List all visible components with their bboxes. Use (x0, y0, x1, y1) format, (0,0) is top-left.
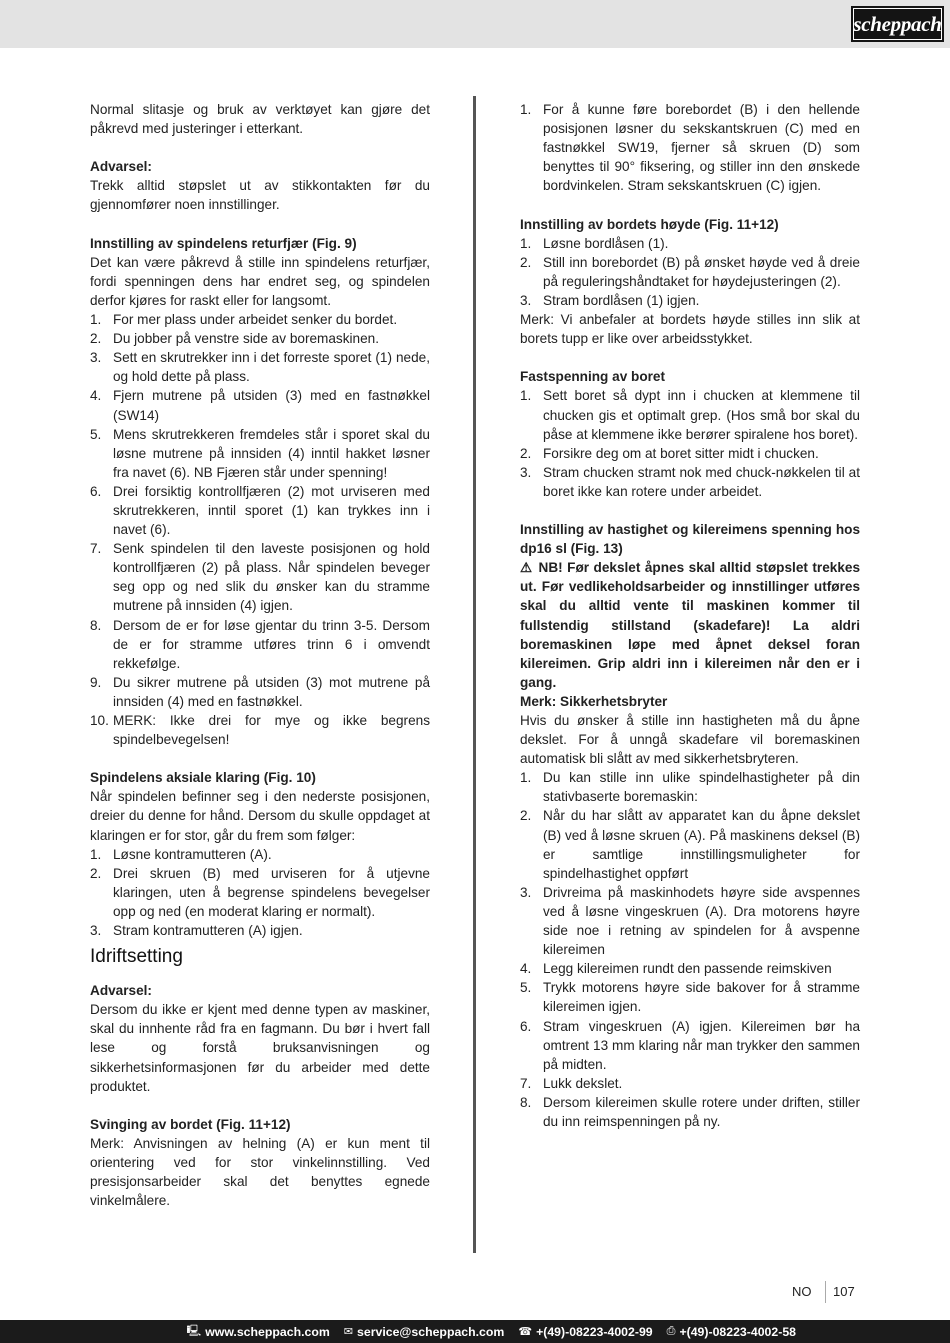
section-title: Spindelens aksiale klaring (Fig. 10) (90, 770, 316, 786)
left-column (90, 100, 430, 1210)
speed-steps-list (520, 768, 860, 1131)
list-item: 1. Løsne bordlåsen (1). (520, 235, 669, 251)
list-item: 10. MERK: Ikke drei for mye og ikke begrens spindelbevegelsen! (90, 713, 430, 748)
list-item: 8. Dersom kilereimen skulle rotere under driften, stiller du inn reimspenningen på ny. (520, 1094, 860, 1129)
warning-text: Trekk alltid støpslet ut av stikkontakten før du gjennomfører noen innstillinger. (90, 178, 430, 213)
list-item: 8. Dersom de er for løse gjentar du trinn 3-5. Dersom de er for stramme utføres trinn 6 i omvendt rekkefølge. (90, 617, 430, 671)
list-item: 7. Lukk dekslet. (520, 1075, 623, 1091)
website-contact[interactable]: 🖳 www.scheppach.com (187, 1322, 330, 1341)
list-item: 5. Trykk motorens høyre side bakover for å stramme kilereimen igjen. (520, 980, 860, 1015)
list-item: 1. Sett boret så dypt inn i chucken at klemmene til chucken gis et optimalt grep. (Hos små bor skal du påse at klemmene ikke berører spiralene hos boret). (520, 388, 860, 442)
list-item: 6. Drei forsiktig kontrollfjæren (2) mot urviseren med skrutrekkeren, inntil sporet (1) kan trykkes inn i navet (6). (90, 483, 430, 538)
intro-text: Normal slitasje og bruk av verktøyet kan gjøre det påkrevd med justeringer i etterkant. (90, 102, 430, 137)
chapter-title: Idriftsetting (90, 946, 183, 968)
spring-steps-list (90, 310, 430, 749)
safety-warning: ⚠ NB! Før dekslet åpnes skal alltid støpslet trekkes ut. Før vedlikeholdsarbeider og innstillinger utføres skal du alltid vente til maskinen kommer til fullstendig stillstand (skadefare)! La aldri boremaskinen løpe med åpnet deksel foran kilereimen. Grip aldri inn i kilereimen når den er i gang. (520, 560, 861, 690)
tilt-steps-list (520, 100, 860, 195)
monitor-icon: 🖳 (186, 1325, 202, 1337)
list-item: 3. Stram chucken stramt nok med chuck-nøkkelen til at boret ikke kan rotere under arbeidet. (520, 464, 860, 499)
fax-contact: ⎙ +(49)-08223-4002-58 (666, 1324, 796, 1339)
envelope-icon: ✉ (343, 1326, 354, 1338)
header-bar (0, 0, 950, 48)
column-divider (473, 96, 476, 1253)
list-item: 2. Forsikre deg om at boret sitter midt i chucken. (520, 445, 819, 461)
section-intro: Hvis du ønsker å stille inn hastigheten må du åpne dekslet. For å unngå skadefare vil boremaskinen automatisk bli slått av med sikkerhetsbryteren. (520, 713, 860, 767)
warning-title: Advarsel: (90, 159, 152, 175)
section-intro: Det kan være påkrevd å stille inn spindelens returfjær, fordi spenningen dens har endret seg, og spindelen derfor kjøres for raskt eller for langsomt. (90, 254, 430, 308)
list-item: 6. Stram vingeskruen (A) igjen. Kilereimen bør ha omtrent 13 mm klaring når man trykker den sammen på midten. (520, 1018, 860, 1072)
list-item: 2. Still inn borebordet (B) på ønsket høyde ved å dreie på reguleringshåndtaket for høydejusteringen (2). (520, 254, 860, 289)
list-item: 7. Senk spindelen til den laveste posisjonen og hold kontrollfjæren (2) på plass. Når spindelen beveger seg opp og ned slik du ønsker kan du stramme mutrene på innsiden (4) igjen. (90, 541, 430, 614)
list-item: 1. For å kunne føre borebordet (B) i den hellende posisjonen løsner du sekskantskruen (C) med en fastnøkkel SW19, fjerner så skruen (D) som benyttes til 90° fiksering, og stiller inn den ønskede bordvinkelen. Stram sekskantskruen (C) igjen. (520, 102, 860, 194)
section-title: Svinging av bordet (Fig. 11+12) (90, 1116, 291, 1132)
list-item: 3. Sett en skrutrekker inn i det forreste sporet (1) nede, og hold dette på plass. (90, 350, 430, 385)
warning-text: Dersom du ikke er kjent med denne typen av maskiner, skal du innhente råd fra en fagmann. Du bør i hvert fall lese og forstå bruksanvisningen og sikkerhetsinformasjonen før du arbeider med dette produktet. (90, 1002, 430, 1094)
page-number: 107 (833, 1284, 855, 1299)
list-item: 1. Du kan stille inn ulike spindelhastigheter på din stativbaserte boremaskin: (520, 770, 860, 805)
list-item: 2. Drei skruen (B) med urviseren for å utjevne klaringen, uten å begrense spindelens bevegelser opp og ned (en moderat klaring er normalt). (90, 865, 430, 919)
section-text: Merk: Anvisningen av helning (A) er kun ment til orientering ved for stor vinkelinnstilling. Ved presisjonsarbeider skal det benyttes egnede vinkelmålere. (90, 1135, 430, 1209)
contact-bar (0, 1320, 950, 1343)
list-item: 4. Legg kilereimen rundt den passende reimskiven (520, 961, 832, 977)
fax-icon: ⎙ (666, 1325, 676, 1337)
section-title: Innstilling av spindelens returfjær (Fig. 9) (90, 235, 357, 251)
section-intro: Når spindelen befinner seg i den nederste posisjonen, dreier du denne for hånd. Dersom du skulle oppdaget at klaringen er for stor, går du frem som følger: (90, 789, 430, 843)
scheppach-logo: scheppach (851, 6, 944, 42)
list-item: 2. Du jobber på venstre side av boremaskinen. (90, 331, 379, 347)
language-code: NO (792, 1284, 812, 1299)
section-title: Fastspenning av boret (520, 369, 666, 385)
section-note: Merk: Vi anbefaler at bordets høyde stilles inn slik at borets tupp er like over arbeidsstykket. (520, 312, 860, 347)
section-title: Innstilling av bordets høyde (Fig. 11+12) (520, 216, 779, 232)
list-item: 3. Stram kontramutteren (A) igjen. (90, 923, 303, 939)
clearance-steps-list (90, 845, 430, 940)
list-item: 9. Du sikrer mutrene på utsiden (3) mot mutrene på innsiden (4) med en fastnøkkel. (90, 674, 430, 709)
list-item: 5. Mens skrutrekkeren fremdeles står i sporet skal du løsne mutrene på innsiden (4) inntil hakket løsner fra navet (6). NB Fjæren står under spenning! (90, 426, 430, 480)
list-item: 2. Når du har slått av apparatet kan du åpne dekslet (B) ved å løsne skruen (A). På maskinens deksel (B) er samtlige innstillingsmuligheter for spindelhastighet oppført (520, 808, 860, 881)
list-item: 1. For mer plass under arbeidet senker du bordet. (90, 312, 398, 328)
list-item: 1. Løsne kontramutteren (A). (90, 846, 272, 862)
list-item: 3. Drivreima på maskinhodets høyre side avspennes ved å løsne vingeskruen (A). Dra motorens høyre side noe i retning av spindelen for å avspenne kilereimen (520, 884, 860, 958)
email-contact[interactable]: ✉ service@scheppach.com (343, 1324, 505, 1339)
list-item: 3. Stram bordlåsen (1) igjen. (520, 292, 700, 308)
section-title: Innstilling av hastighet og kilereimens spenning hos dp16 sl (Fig. 13) (520, 522, 860, 557)
warning-title: Advarsel: (90, 983, 152, 999)
warning-triangle-icon: ⚠ (520, 560, 533, 576)
phone-icon: ☎ (518, 1326, 533, 1338)
right-column (520, 100, 860, 1131)
section-subtitle: Merk: Sikkerhetsbryter (520, 693, 668, 709)
footer-separator (825, 1281, 826, 1303)
list-item: 4. Fjern mutrene på utsiden (3) med en fastnøkkel (SW14) (90, 388, 430, 423)
phone-contact: ☎ +(49)-08223-4002-99 (518, 1324, 653, 1339)
height-steps-list (520, 234, 860, 310)
drill-clamp-steps-list (520, 386, 860, 501)
